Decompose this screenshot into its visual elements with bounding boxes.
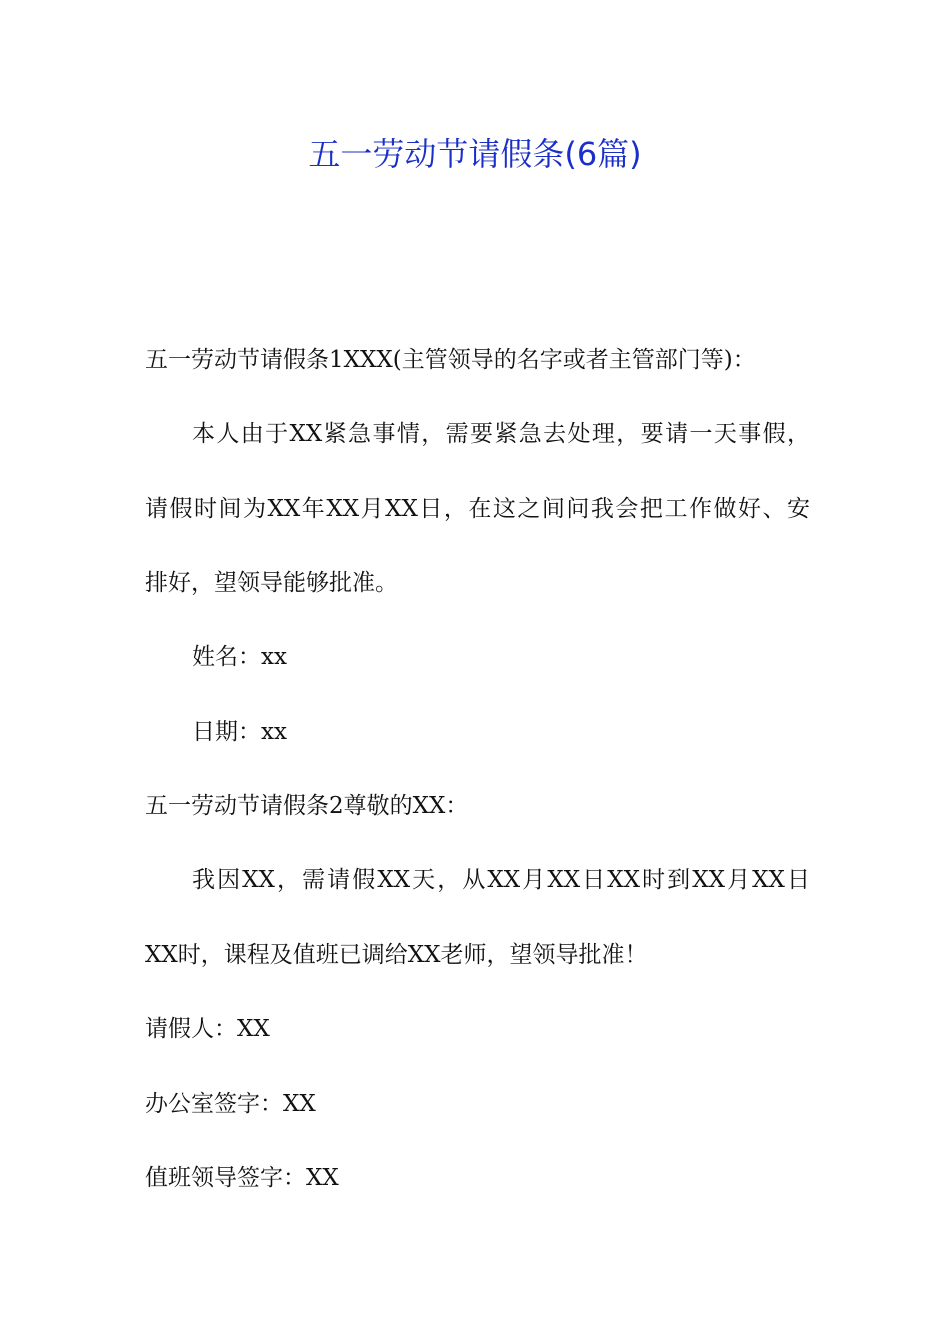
letter-2-heading: 五一劳动节请假条2尊敬的XX：: [145, 793, 469, 819]
letter-1-name: 姓名：xx: [192, 644, 287, 670]
letter-2-office-signature: 办公室签字：XX: [145, 1091, 316, 1117]
letter-2-body-line: 我因XX，需请假XX天，从XX月XX日XX时到XX月XX日: [192, 867, 810, 893]
letter-1-body-line: 本人由于XX紧急事情，需要紧急去处理，要请一天事假，: [192, 421, 810, 447]
letter-2-applicant: 请假人：XX: [145, 1016, 270, 1042]
letter-1-heading: 五一劳动节请假条1XXX(主管领导的名字或者主管部门等)：: [145, 347, 756, 373]
letter-1-body-line: 请假时间为XX年XX月XX日，在这之间问我会把工作做好、安: [145, 496, 810, 522]
letter-2-body-line: XX时，课程及值班已调给XX老师，望领导批准！: [145, 942, 648, 968]
letter-2-duty-leader-signature: 值班领导签字：XX: [145, 1165, 339, 1191]
letter-1-body-line: 排好，望领导能够批准。: [145, 570, 398, 596]
document-title: 五一劳动节请假条(6篇): [308, 135, 642, 173]
letter-1-date: 日期：xx: [192, 719, 287, 745]
